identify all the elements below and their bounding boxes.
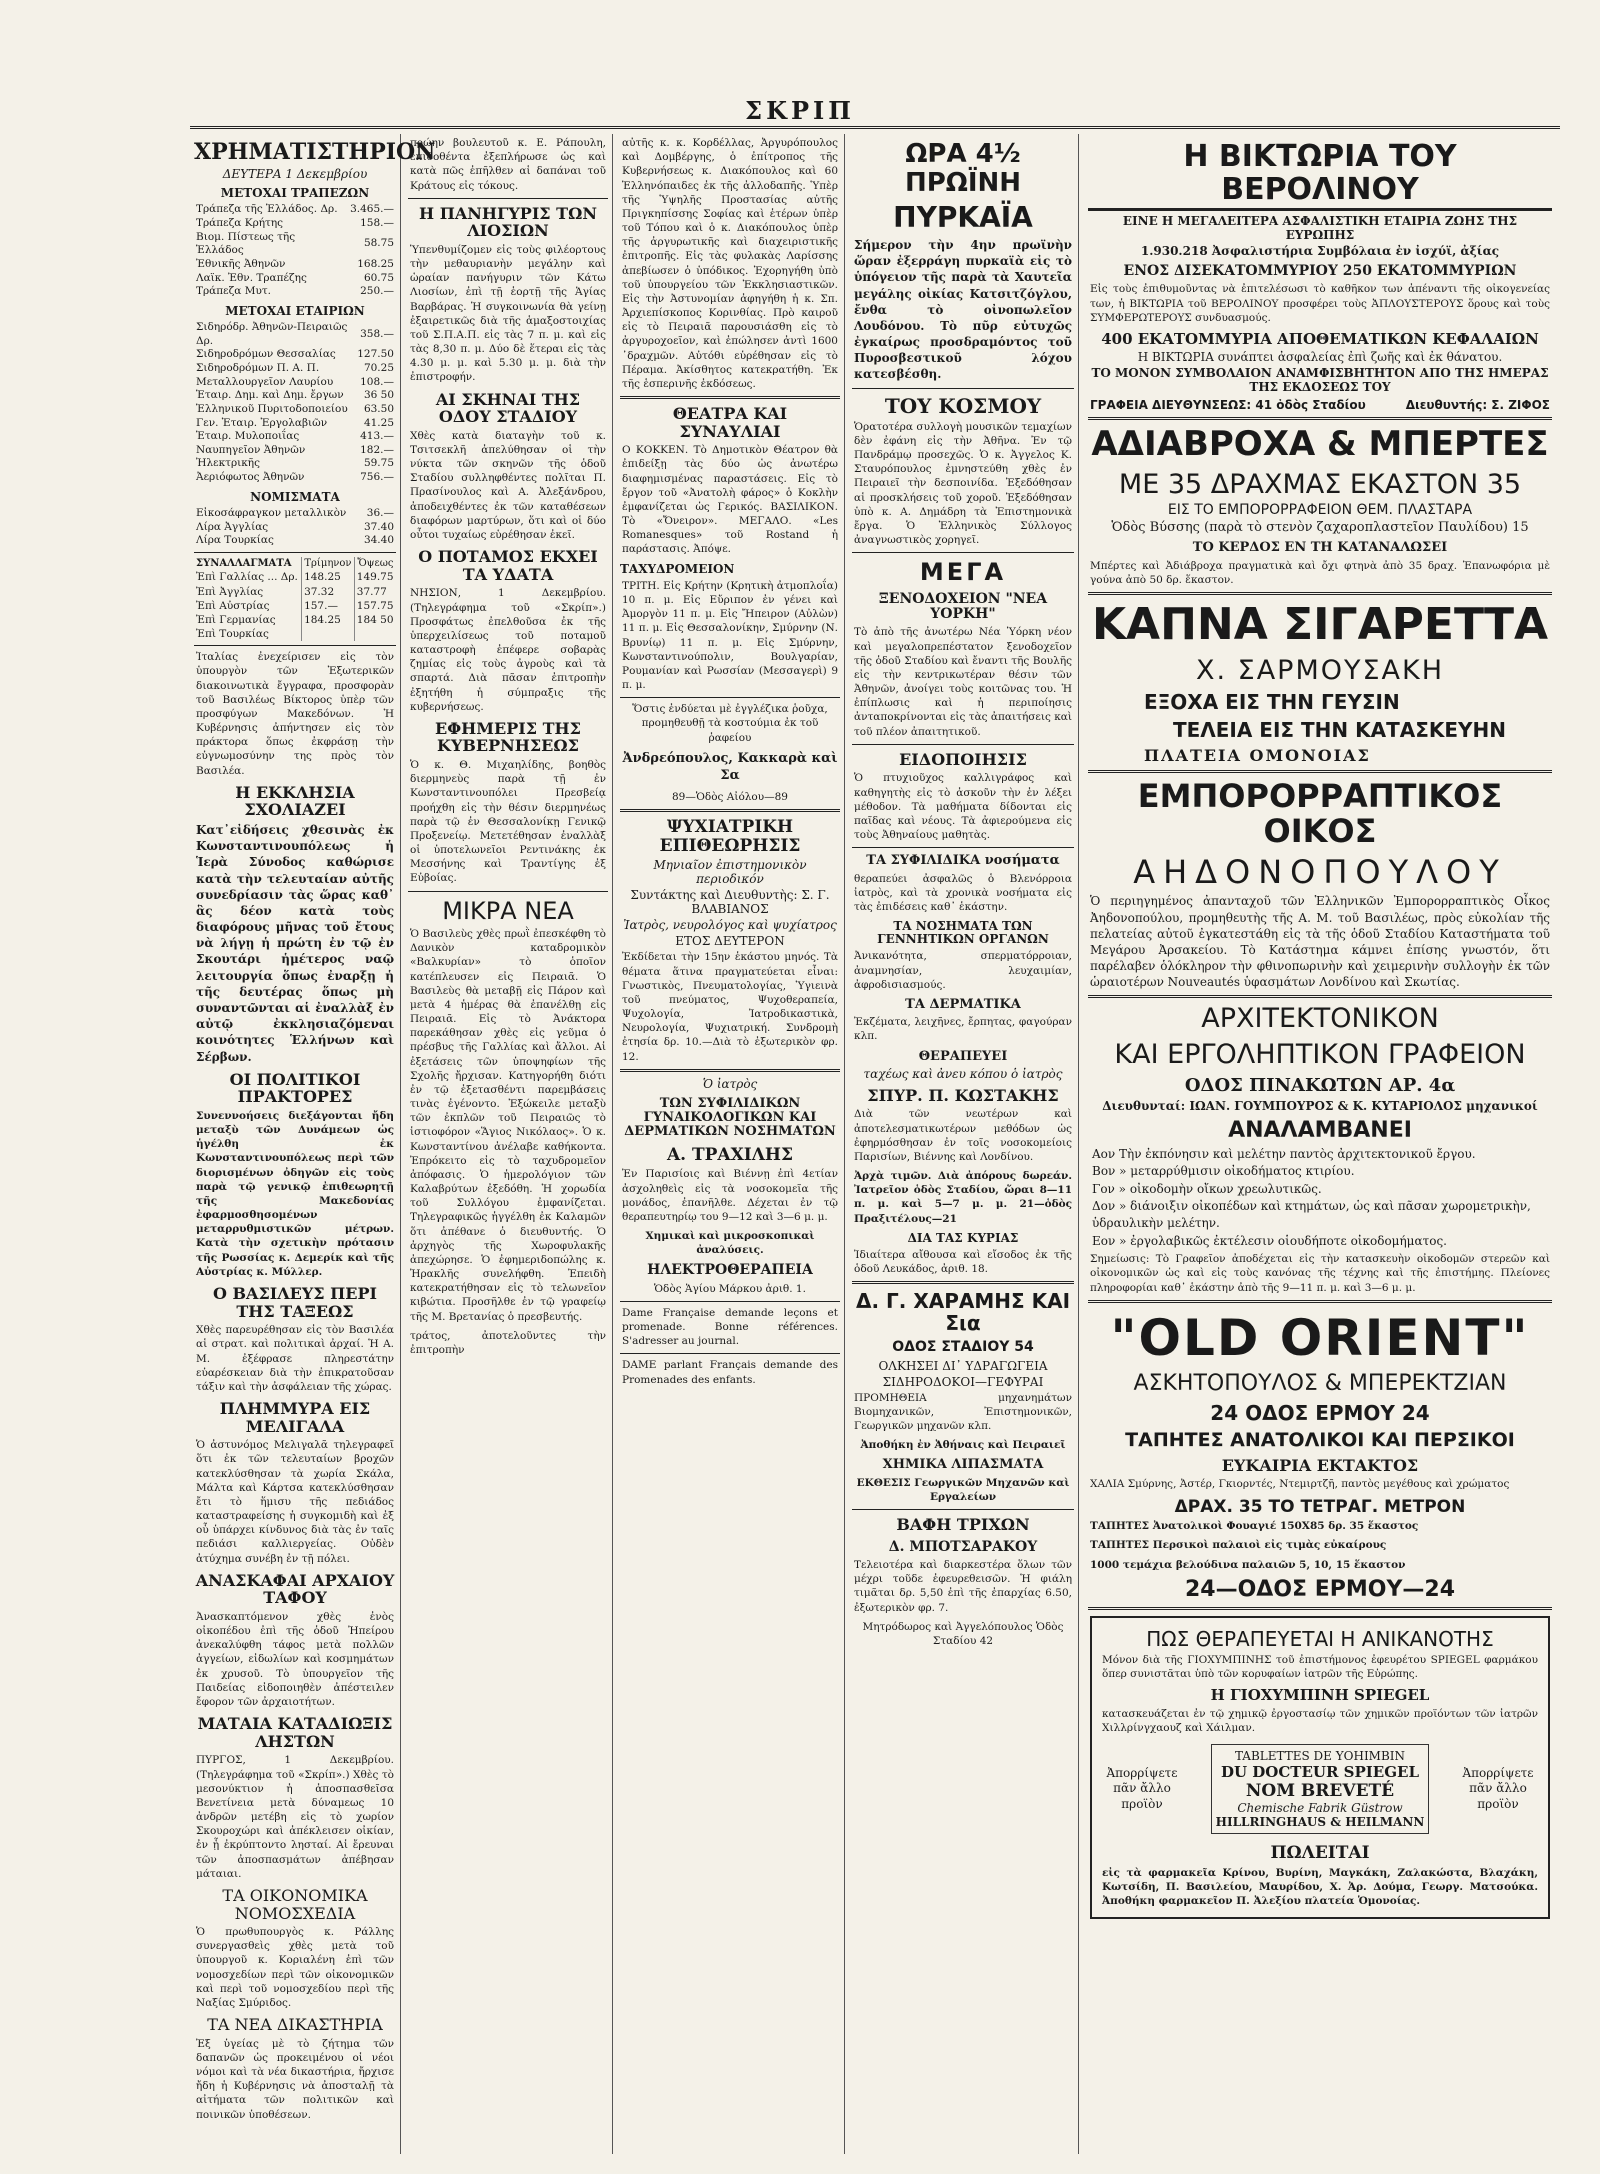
- ad-note: Σημείωσις: Τὸ Γραφεῖον ἀποδέχεται εἰς τὴν κατασκευὴν οἰκοδομῶν στερεῶν καὶ οἰκονομικῶν ὡς καὶ εἰς τοὺς κανόνας τῆς τέχνης καὶ τῆς ἐπιστήμης. Πλείονες πληροφορίαι καθ᾽ ἑκάστην ἀπὸ τῆς 9—11 π. μ. καὶ 3—6 μ. μ.: [1090, 1253, 1550, 1294]
- ad-title: ΕΜΠΟΡΟΡΡΑΠΤΙΚΟΣ ΟΙΚΟΣ: [1137, 776, 1503, 850]
- article-title: ΕΦΗΜΕΡΙΣ ΤΗΣ ΚΥΒΕΡΝΗΣΕΩΣ: [435, 718, 581, 756]
- article-text: πρώην βουλευτοῦ κ. Ε. Ράπουλη, ἐπιδοθέντα ἐξεπλήρωσε ὡς καὶ κατὰ πῶς ἐπῆλθεν αἱ δαπάναι τοῦ Κράτους εἰς τόκους.: [410, 137, 606, 192]
- ad-address: ΟΔΟΣ ΣΤΑΔΙΟΥ 54: [892, 1339, 1034, 1356]
- divider: [1088, 770, 1552, 773]
- ad-big: ΜΕΓΑ: [919, 558, 1007, 587]
- article-text: Ἀνασκαπτόμενον χθὲς ἐνὸς οἰκοπέδου ἐπὶ τῆς ὁδοῦ Ἠπείρου ἀνεκαλύφθη τάφος μετὰ πολλῶν ἀγγείων, εἰδωλίων καὶ κοσμημάτων ἐκ χρυσοῦ. Τὸ ὑπουργεῖον τῆς Παιδείας εἰδοποιηθὲν ἀπέστειλεν ἔφορον τῶν ἀρχαιοτήτων.: [196, 1610, 394, 1708]
- row-label: Σιδηροδρόμων Π. Α. Π.: [196, 361, 320, 374]
- ad-text: ΤΑΠΗΤΕΣ Ἀνατολικοὶ Φουαγιέ 150Χ85 δρ. 35 ἕκαστος: [1090, 1520, 1419, 1533]
- article-text: Ὁ πτυχιοῦχος καλλιγράφος καὶ καθηγητὴς εἰς τὸ ἀσκοῦν τὴν ἐν λέξει μέθοδον. Τὰ μαθήματα δίδονται εἰς παῖδας καὶ νέους. Τὰ ἀφιερούμενα εἰς τοὺς Ἀθηναίους μαθητὰς.: [854, 772, 1072, 842]
- article-title: ΜΙΚΡΑ ΝΕΑ: [442, 896, 574, 925]
- ad-text: εἰς τὰ φαρμακεῖα Κρίνου, Βυρίνη, Μαγκάκη, Ζαλακώστα, Βλαχάκη, Κωτσίδη, Π. Βασιλείου, Μαυρίδου, Χ. Ἀρ. Δούμα, Γεωργ. Ματσούκα. Ἀποθήκη φαρμακεῖον Π. Ἀλεξίου πλατεία Ὁμονοίας.: [1102, 1866, 1538, 1908]
- row-label: Τράπεζα τῆς Ἑλλάδος. Δρ.: [196, 203, 338, 216]
- ad-text: Ἀποθήκη ἐν Ἀθήναις καὶ Πειραιεῖ: [860, 1439, 1066, 1452]
- ad-text: Ὁ περιηγημένος ἀπανταχοῦ τῶν Ἑλληνικῶν Ἐμπορορραπτικὸς Οἶκος Ἀηδονοπούλου, προμηθευτὴς τῆς Α. Μ. τοῦ Βασιλέως, πρὸς εὐκολίαν τῆς πελατείας αὐτοῦ ἐγκατεστάθη εἰς τὰ τῆς ὁδοῦ Σταδίου Καταστήματα τοῦ Μεγάρου Ἀρσακείου. Τὸ Κατάστημα κάμνει ἐπίσης γνωστόν, ὅτι παρέλαβεν ὁλόκληρον τὴν φθινοπωρινὴν καὶ χειμερινὴν συλλογὴν ἐκ τῶν ὡραιοτέρων Nouveautés ὑφασμάτων Λονδίνου καὶ Σκωτίας.: [1090, 894, 1550, 990]
- article-text: Κατ᾽εἰδήσεις χθεσινὰς ἐκ Κωνσταντινουπόλεως ἡ Ἱερὰ Σύνοδος καθώρισε κατὰ τὴν τελευταίαν αὐτῆς συνεδρίασιν τὰς ὥρας καθ᾽ ἃς δέον κατὰ τοὺς διαφόρους μῆνας τοῦ ἔτους νὰ λήγῃ ἡ πρώτη ἐν τῷ ἐν Σκουτάρι ἡμέτερος ναῷ λειτουργία ὅπως ἐναρξῃ ἡ τῆς δευτέρας ὅπως μὴ συναντῶνται αἱ ἐναλλὰξ ἐν αὐτῷ ἐκκλησιαζόμεναι κοινότητες Ἑλλήνων καὶ Σέρβων.: [196, 822, 394, 1064]
- article-title: ΑΝΑΣΚΑΦΑΙ ΑΡΧΑΙΟΥ ΤΑΦΟΥ: [195, 1570, 395, 1608]
- row-value: [302, 627, 355, 641]
- row-label: Μεταλλουργεῖον Λαυρίου: [196, 375, 334, 388]
- ad-text: ΤΟ ΜΟΝΟΝ ΣΥΜΒΟΛΑΙΟΝ ΑΝΑΜΦΙΣΒΗΤΗΤΟΝ ΑΠΟ ΤΗΣ ΗΜΕΡΑΣ ΤΗΣ ΕΚΔΟΣΕΩΣ ΤΟΥ: [1091, 366, 1549, 395]
- table-row: [194, 585, 396, 599]
- banks-title: ΜΕΤΟΧΑΙ ΤΡΑΠΕΖΩΝ: [220, 186, 370, 201]
- ad-title: ΤΑ ΣΥΦΙΛΙΔΙΚΑ νοσήματα: [866, 853, 1060, 869]
- table-row: [194, 430, 396, 444]
- ad-title: "OLD ORIENT": [1110, 1308, 1530, 1367]
- row-value: 250.—: [360, 285, 394, 298]
- divider: [408, 198, 608, 199]
- newspaper-title: ΣΚΡΙΠ: [745, 96, 855, 125]
- article-title: ΤΑ ΝΕΑ ΔΙΚΑΣΤΗΡΙΑ: [207, 2015, 383, 2035]
- column-4: [848, 134, 1079, 2154]
- article-title: ΠΥΡΚΑΪΑ: [893, 201, 1033, 235]
- ad-intro: Ὁ ἰατρὸς: [702, 1076, 758, 1091]
- ad-occasion: ΕΥΚΑΙΡΙΑ ΕΚΤΑΚΤΟΣ: [1221, 1455, 1419, 1475]
- divider: [1088, 1300, 1552, 1303]
- ad-text: ταχέως καὶ ἀνευ κόπου ὁ ἰατρὸς: [863, 1066, 1063, 1081]
- divider: [1088, 995, 1552, 998]
- ad-motto: ΤΟ ΚΕΡΔΟΣ ΕΝ ΤΗ ΚΑΤΑΝΑΛΩΣΕΙ: [1192, 540, 1448, 556]
- list-item: Γον » οἰκοδομὴν οἴκων χρεωλυτικῶς.: [1092, 1181, 1322, 1196]
- ad-subtitle: Μηνιαῖον ἐπιστημονικὸν περιοδικόν: [653, 858, 807, 887]
- article-title: ΜΑΤΑΙΑ ΚΑΤΑΔΙΩΞΙΣ ΛΗΣΤΩΝ: [197, 1714, 393, 1751]
- ad-text: Ὅστις ἐνδύεται μὲ ἐγγλέζικα ῥοῦχα, προμηθευθῇ τὰ κοστούμια ἐκ τοῦ ῥαφείου: [632, 703, 828, 744]
- article-text: Ὁ κ. Θ. Μιχαηλίδης, βοηθὸς διερμηνεὺς παρὰ τῇ ἐν Κωνσταντινουπόλει Πρεσβείᾳ προήχθη εἰς τὴν θέσιν διερμηνέως παρὰ τῷ ἐν Θεσσαλονίκῃ Γενικῷ Προξενείῳ. Μετετέθησαν ἐναλλὰξ οἱ ὑποτελωνεῖοι Ρεντινάκης ἐκ Μεσσήνης καὶ Τραντίγης ἐξ Εὐβοίας.: [410, 759, 606, 885]
- ad-line: ΤΑΠΗΤΕΣ ΑΝΑΤΟΛΙΚΟΙ ΚΑΙ ΠΕΡΣΙΚΟΙ: [1125, 1428, 1515, 1451]
- ad-address: Ὁδὸς Βύσσης (παρὰ τὸ στενὸν ζαχαροπλαστεῖον Παυλίδου) 15: [1111, 520, 1529, 536]
- ad-text: Ἀνικανότητα, σπερματόρροιαν, ἀναμνησίαν, λευχαιμίαν, ἀφροδισιασμούς.: [854, 950, 1072, 991]
- article-title: ΩΡΑ 4½ ΠΡΩΪΝΗ: [904, 139, 1022, 198]
- row-value: 358.—: [360, 327, 394, 340]
- ad-text: Η ΒΙΚΤΩΡΙΑ συνάπτει ἀσφαλείας ἐπὶ ζωῆς καὶ ἐκ θάνατου.: [1137, 350, 1503, 365]
- ad-text: Μπέρτες καὶ Ἀδιάβροχα πραγματικὰ καὶ ὄχι φτηνὰ ἀπὸ 35 δραχ. Ἐπανωφόρια μὲ γούνα ἀπὸ 50 δρ. ἕκαστον.: [1090, 559, 1550, 586]
- ad-title: Η ΒΙΚΤΩΡΙΑ ΤΟΥ ΒΕΡΟΛΙΝΟΥ: [1088, 140, 1552, 211]
- table-row: [194, 217, 396, 231]
- article-text: Χθὲς παρευρέθησαν εἰς τὸν Βασιλέα αἱ στρατ. καὶ πολιτικαὶ ἀρχαί. Ἡ Α. Μ. ἐξέφρασε πληρεστάτην εὐαρέσκειαν διὰ τὴν ἐπικρατοῦσαν τάξιν καὶ τὴν ἀσφάλειαν τῆς χώρας.: [196, 1324, 394, 1393]
- row-label: Σιδηρόδρ. Ἀθηνῶν-Πειραιῶς Δρ.: [196, 321, 348, 347]
- ad-text: Τὸ ἀπὸ τῆς ἀνωτέρω Νέα Ὑόρκη νέον καὶ μεγαλοπρεπέστατον ξενοδοχεῖον τῆς ὁδοῦ Σταδίου καὶ ἔναντι τῆς Βουλῆς εἰς τὴν κεντρικωτέραν θέσιν τῶν Ἀθηνῶν, ἀνοίγει τοὺς κοιτῶνας του. Ἡ ἐπίπλωσις καὶ ἡ περιποίησις ἀνταποκρίνονται εἰς τὰς ἀπαιτήσεις καὶ τοῦ πλέον ἀπαιτητικοῦ.: [854, 626, 1072, 738]
- row-value: 59.75: [363, 457, 394, 470]
- ad-title: ΒΑΦΗ ΤΡΙΧΩΝ: [896, 1515, 1030, 1535]
- ad-address: Μητρόδωρος καὶ Ἀγγελόπουλος Ὁδὸς Σταδίου 42: [862, 1620, 1064, 1647]
- ad-brand: Δ. ΜΠΟΤΣΑΡΑΚΟΥ: [888, 1538, 1038, 1555]
- article-text: ΠΥΡΓΟΣ, 1 Δεκεμβρίου. (Τηλεγράφημα τοῦ «Σκρίπ».) Χθὲς τὸ μεσονύκτιον ἡ ἀποσπασθεῖσα Βενετίνεια μετὰ δύναμεως 10 ἀνδρῶν μετέβη εἰς τὸ χωρίον Σκουροχώρι καὶ ἀπέκλεισεν οἰκίαν, ἐν ᾗ ἐκρύπτοντο λησταί. Αἱ ἔρευναι τῶν ἀποσπασμάτων ἀπέβησαν μάταιαι.: [196, 1754, 394, 1880]
- classified: Dame Française demande leçons et promenade. Bonne références. S'adresser au journal.: [622, 1306, 838, 1348]
- row-label: Λαϊκ. Ἐθν. Τραπέζης: [196, 271, 307, 284]
- row-label: Ἐπὶ Γερμανίας: [196, 613, 276, 626]
- row-label: Ἐπὶ Τουρκίας: [196, 628, 269, 641]
- table-row: [194, 348, 396, 362]
- ad-title: ΑΔΙΑΒΡΟΧΑ & ΜΠΕΡΤΕΣ: [1091, 424, 1549, 465]
- table-row: [194, 471, 396, 485]
- ad-text: Ἰδιαίτερα αἴθουσα καὶ εἴσοδος ἐκ τῆς ὁδοῦ Λευκάδος, ἀριθ. 18.: [854, 1249, 1072, 1276]
- table-row: [194, 444, 396, 458]
- article-text: Ὁ ἀστυνόμος Μελιγαλᾶ τηλεγραφεῖ ὅτι ἐκ τῶν τελευταίων βροχῶν κατεκλύσθησαν τὰ χωρία Σκάλα, Μάλτα καὶ Κάρτσα κατεκλύσθησαν ἔτι τὸ ἥμισυ τῆς πεδιάδος καταστραφείσης ἡ συγκομιδὴ καὶ ἐξ οὗ ὑπάρχει κίνδυνος διὰ τὰς ἐν ταῖς πεδιάσι καλλιεργείας. Οὐδὲν ἀτύχημα συνέβη ἐν τῇ πόλει.: [196, 1439, 394, 1565]
- table-row: [194, 613, 396, 627]
- ad-text: ΕΚΘΕΣΙΣ Γεωργικῶν Μηχανῶν καὶ Εργαλείων: [856, 1476, 1070, 1503]
- article-title: ΟΙ ΠΟΛΙΤΙΚΟΙ ΠΡΑΚΤΟΡΕΣ: [229, 1069, 361, 1107]
- list-item: Εον » ἐργολαβικῶς ἐκτέλεσιν οἱουδήποτε οἰκοδομήματος.: [1092, 1233, 1447, 1248]
- ad-text: ΠΡΟΜΗΘΕΙΑ μηχανημάτων Βιομηχανικῶν, Ἐπιστημονικῶν, Γεωργικῶν μηχανῶν κλπ.: [854, 1391, 1072, 1433]
- row-label: Τράπεζα Μυτ.: [196, 285, 272, 298]
- divider: [852, 552, 1074, 553]
- ad-text: κατασκευάζεται ἐν τῷ χημικῷ ἐργοστασίῳ τῶν χημικῶν προϊόντων τῶν ἰατρῶν Χιλλρίνγχαουζ καὶ Χάιλμαν.: [1102, 1707, 1538, 1734]
- row-value: 70.25: [363, 361, 394, 374]
- ad-brand: Χ. ΣΑΡΜΟΥΣΑΚΗ: [1195, 654, 1445, 686]
- list-item: Δον » διάνοιξιν οἰκοπέδων καὶ κτημάτων, ὡς καὶ πᾶσαν χωρομετρικὴν, ὑδραυλικὴν μελέτην.: [1092, 1199, 1531, 1231]
- ad-text: Ἐν Παρισίοις καὶ Βιέννῃ ἐπὶ 4ετίαν ἀσχοληθεὶς εἰς τὰ νοσοκομεῖα τῆς μονάδος, ἐπανῆλθε. Δέχεται ἐν τῷ θεραπευτηρίῳ του 9—12 καὶ 3—6 μ. μ.: [622, 1168, 838, 1223]
- ad-brand: ΑΗΔΟΝΟΠΟΥΛΟΥ: [1133, 853, 1507, 892]
- table-row: [194, 376, 396, 390]
- ad-title: ΠΩΣ ΘΕΡΑΠΕΥΕΤΑΙ Η ΑΝΙΚΑΝΟΤΗΣ: [1146, 1626, 1494, 1651]
- article-text: ΝΗΣΙΟΝ, 1 Δεκεμβρίου. (Τηλεγράφημα τοῦ «Σκρίπ».) Προσφάτως ἐπελθοῦσα ἐκ τῆς ὑπερχειλίσεως τοῦ ποταμοῦ καταστροφὴ ἐπέφερε σοβαρὰς ζημίας εἰς τοὺς ἀγροὺς καὶ τὰ σπαρτά. Διὰ πᾶσαν ἐπιτροπὴν ἐξητήθη ἡ σύμπραξις τῆς κυβερνήσεως.: [410, 587, 606, 713]
- article-text: τράτος, ἀποτελοῦντες τὴν ἐπιτροπὴν: [410, 1329, 606, 1356]
- rates-title: ΣΥΝΑΛΛΑΓΜΑΤΑ: [196, 557, 292, 569]
- table-row: [194, 403, 396, 417]
- article-text: Ο ΚΟΚΚΕΝ. Τὸ Δημοτικὸν Θέατρον θὰ ἐπιδείξῃ τὰς δύο ὡς ἀνωτέρω διαφημισμένας παραστάσεις. Εἰς τὸ ἔργον τοῦ «Ἀνατολὴ φάρος» ὁ Κοκλὴν ἐμφανίζεται ὡς Γερικός. ΒΑΣΙΛΙΚΟΝ. Τὸ «Ὄνειρον». ΜΕΓΑΛΟ. «Les Romanesques» τοῦ Rostand ἡ παράστασις. Ἀπόψε.: [622, 444, 838, 556]
- exchange-title: ΧΡΗΜΑΤΙΣΤΗΡΙΟΝ: [194, 139, 436, 165]
- label-line: Chemische Fabrik Güstrow: [1237, 1801, 1403, 1816]
- row-label: Ἑταιρ. Δημ. καὶ Δημ. ἔργων: [196, 389, 344, 402]
- coins-title: ΝΟΜΙΣΜΑΤΑ: [250, 489, 340, 504]
- ad-title: ΧΗΜΙΚΑ ΛΙΠΑΣΜΑΤΑ: [882, 1457, 1044, 1473]
- row-label: Γεν. Ἑταιρ. Ἐργολαβιῶν: [196, 416, 328, 429]
- row-value: 36 50: [363, 389, 394, 402]
- companies-title: ΜΕΤΟΧΑΙ ΕΤΑΙΡΙΩΝ: [225, 303, 365, 318]
- ad-text: Ἐκδίδεται τὴν 15ην ἑκάστου μηνός. Τὰ θέματα ἅτινα πραγματεύεται εἶναι: Γνωστικὸς, Πνευματολογίας, Ὑγιεινὰ τοῦ πνεύματος, Ψυχοθεραπεία, Ψυχολογία, Ἰατροδικαστικὰ, Νευρολογία, Ψυχιατρική. Συνδρομὴ ἐτησία δρ. 10.—Διὰ τὸ ἐξωτερικὸν φρ. 12.: [622, 951, 838, 1063]
- rates-header-a: Τρίμηνον: [302, 557, 355, 571]
- row-value: 148.25: [302, 570, 355, 584]
- ad-address: 24 ΟΔΟΣ ΕΡΜΟΥ 24: [1210, 1400, 1430, 1425]
- row-label: Λίρα Ἀγγλίας: [196, 520, 269, 533]
- ad-capital: 400 ΕΚΑΤΟΜΜΥΡΙΑ ΑΠΟΘΕΜΑΤΙΚΩΝ ΚΕΦΑΛΑΙΩΝ: [1101, 329, 1539, 348]
- row-value: 3.465.—: [350, 203, 394, 216]
- article-text: Ἐξ ὑγείας μὲ τὸ ζήτημα τῶν δαπανῶν ὡς προκειμένου οἱ νέοι νόμοι καὶ τὰ νέα δικαστήρια, ἤρχισε ἤδη ἡ Κυβέρνησις νὰ ἀποσταλῇ τὰ αἰτήματα τῶν πολιτικῶν καὶ ποινικῶν ὑποθέσεων.: [196, 2037, 394, 2121]
- table-row: [194, 521, 396, 535]
- row-value: 41.25: [363, 416, 394, 429]
- ad-box: [1090, 1616, 1550, 1919]
- row-label: Ἐπὶ Γαλλίας ... Δρ.: [196, 571, 298, 584]
- ad-shop: ΕΙΣ ΤΟ ΕΜΠΟΡΟΡΡΑΦΕΙΟΝ ΘΕΜ. ΠΛΑΣΤΑΡΑ: [1167, 502, 1473, 519]
- ad-brand: ΑΣΚΗΤΟΠΟΥΛΟΣ & ΜΠΕΡΕΚΤΖΙΑΝ: [1133, 1370, 1507, 1396]
- row-value: 157.—: [302, 599, 355, 613]
- ad-address: 24—ΟΔΟΣ ΕΡΜΟΥ—24: [1184, 1576, 1456, 1602]
- ad-title: ΔΙΑ ΤΑΣ ΚΥΡΙΑΣ: [907, 1230, 1019, 1245]
- table-row: [194, 389, 396, 403]
- ad-directors: Διευθυνταί: ΙΩΑΝ. ΓΟΥΜΠΟΥΡΟΣ & Κ. ΚΥΤΑΡΙΟΛΟΣ μηχανικοί: [1102, 1098, 1538, 1113]
- exchange-date: ΔΕΥΤΕΡΑ 1 Δεκεμβρίου: [222, 167, 368, 182]
- divider: [852, 744, 1074, 745]
- ad-line: ΕΞΟΧΑ ΕΙΣ ΤΗΝ ΓΕΥΣΙΝ: [1144, 690, 1400, 715]
- ad-address: ΟΔΟΣ ΠΙΝΑΚΩΤΩΝ ΑΡ. 4α: [1184, 1074, 1456, 1096]
- row-value: 60.75: [363, 271, 394, 284]
- ad-text: 1.930.218 Ἀσφαλιστήρια Συμβόλαια ἐν ἰσχύϊ, ἀξίας: [1140, 244, 1500, 258]
- ad-text: ΤΑΠΗΤΕΣ Περσικοὶ παλαιοὶ εἰς τιμὰς εὐκαίρους: [1090, 1539, 1387, 1552]
- divider: [1088, 1607, 1552, 1610]
- column-2: [404, 134, 613, 2154]
- article-text: Ὑπενθυμίζομεν εἰς τοὺς φιλέορτους τὴν μεθαυριανὴν μεγάλην καὶ ὡραίαν πανήγυριν τῶν Κάτω Λιοσίων, ἐπὶ τῇ ἑορτῇ τῆς Ἁγίας Βαρβάρας. Ἡ συγκοινωνία θὰ γείνῃ ἐξαιρετικῶς διὰ τῆς ἁμαξοστοιχίας τοῦ Σ.Π.Α.Π. εἰς τὰς 7 π. μ. καὶ εἰς τὰς 8,30 π. μ. Δύο δὲ ἕτεραι εἰς τὰς 4.30 μ. μ. καὶ 5.30 μ. μ. διὰ τὴν ἐπιστροφήν.: [410, 243, 606, 384]
- row-value: 756.—: [360, 471, 394, 484]
- table-row: [194, 362, 396, 376]
- article-text: Ὁ πρωθυπουργὸς κ. Ράλλης συνεργασθεὶς χθὲς μετὰ τοῦ ὑπουργοῦ κ. Κοριαλένη ἐπὶ τῶν νομοσχεδίων περὶ τῶν οἰκονομικῶν καὶ περὶ τοῦ νομοσχεδίου περὶ τῆς Ναξίας Σμύριδος.: [196, 1926, 394, 2009]
- ad-brand: Δ. Γ. ΧΑΡΑΜΗΣ ΚΑΙ Σια: [855, 1289, 1071, 1336]
- row-value: 413.—: [360, 430, 394, 443]
- ad-title: ΨΥΧΙΑΤΡΙΚΗ ΕΠΙΘΕΩΡΗΣΙΣ: [659, 817, 801, 856]
- ad-subtitle: ΕΙΝΕ Η ΜΕΓΑΛΕΙΤΕΡΑ ΑΣΦΑΛΙΣΤΙΚΗ ΕΤΑΙΡΙΑ ΖΩΗΣ ΤΗΣ ΕΥΡΩΠΗΣ: [1122, 214, 1518, 242]
- product-label: [1211, 1744, 1430, 1834]
- banks-table: [194, 203, 396, 298]
- ad-product-row: [1102, 1740, 1538, 1838]
- row-label: Λίρα Τουρκίας: [196, 534, 274, 547]
- article-title: ΠΛΗΜΜΥΡΑ ΕΙΣ ΜΕΛΙΓΑΛΑ: [219, 1399, 371, 1436]
- ad-text: ΧΑΛΙΑ Σμύρνης, Ἀστέρ, Γκιορντές, Ντεμιρτζῆ, παντὸς μεγέθους καὶ χρώματος: [1090, 1478, 1510, 1491]
- ad-title: ΞΕΝΟΔΟΧΕΙΟΝ "ΝΕΑ ΥΟΡΚΗ": [878, 590, 1048, 622]
- article-title: ΑΙ ΣΚΗΝΑΙ ΤΗΣ ΟΔΟΥ ΣΤΑΔΙΟΥ: [435, 389, 581, 427]
- ad-text: Εἰς τοὺς ἐπιθυμοῦντας νὰ ἐπιτελέσωσι τὸ καθῆκον των ἀπέναντι τῆς οἰκογενείας των, ἡ ΒΙΚΤΩΡΙΑ τοῦ ΒΕΡΟΛΙΝΟΥ προσφέρει τοὺς ἈΠΛΟΥΣΤΕΡΟΥΣ ὅρους καὶ τοὺς ΣΥΜΦΕΡΩΤΕΡΟΥΣ συνδυασμούς.: [1090, 283, 1550, 324]
- divider: [620, 1069, 840, 1072]
- article-title: ΘΕΑΤΡΑ ΚΑΙ ΣΥΝΑΥΛΙΑΙ: [672, 404, 788, 441]
- masthead: [0, 0, 1600, 125]
- divider: [194, 645, 396, 646]
- row-value: 168.25: [357, 257, 394, 270]
- side-note-right: Ἀπορρίψετε πᾶν ἄλλο προϊὸν: [1462, 1765, 1534, 1811]
- row-label: Ἑλληνικοῦ Πυριτοδοποιείου: [196, 402, 348, 415]
- table-row: [194, 570, 396, 584]
- rates-header-b: Ὄψεως: [354, 557, 396, 571]
- row-label: Ἐπὶ Αὐστρίας: [196, 599, 270, 612]
- list-item: Αον Τὴν ἐκπόνησιν καὶ μελέτην παντὸς ἀρχιτεκτονικοῦ ἔργου.: [1092, 1146, 1476, 1161]
- ad-text: Διὰ τῶν νεωτέρων καὶ ἀποτελεσματικωτέρων μεθόδων ὡς ἐφηρμόσθησαν ἐν τοῖς νοσοκομείοις Παρισίων, Βιέννης καὶ Λονδίνου.: [854, 1108, 1072, 1163]
- row-value: 58.75: [363, 237, 394, 250]
- ad-line: ΟΛΚΗΣΕΙ ΔΙ᾽ ΥΔΡΑΓΩΓΕΙΑ: [878, 1358, 1048, 1373]
- ad-text: θεραπεύει ἀσφαλῶς ὁ Βλενόρροια ἰατρὸς, καὶ τὰ χρονικὰ νοσήματα εἰς τὰς ἐπιδέσεις καθ᾽ ἑκάστην.: [854, 872, 1072, 913]
- ad-title: ΤΑ ΔΕΡΜΑΤΙΚΑ: [905, 996, 1021, 1012]
- ad-footer: [1090, 398, 1550, 412]
- row-label: Βιομ. Πίστεως τῆς Ἑλλάδος: [196, 230, 296, 257]
- table-row: [194, 627, 396, 641]
- row-label: Ἠλεκτρικῆς: [196, 457, 260, 470]
- article-title: ΤΑ ΟΙΚΟΝΟΜΙΚΑ ΝΟΜΟΣΧΕΔΙΑ: [222, 1885, 368, 1923]
- article-text: Ἰταλίας ἐνεχείρισεν εἰς τὸν ὑπουργὸν τῶν Ἐξωτερικῶν διακοινωτικὰ ἔγγραφα, προσφορὰν τοῦ Βασιλέως Βίκτορος ὑπὲρ τῶν προσφύγων Μακεδόνων. Ἡ Κυβέρνησις ἀπήντησεν εἰς τὸν πράκτορα ὅπως ἐκφράσῃ τὴν εὐγνωμοσύνην της πρὸς τὸν Βασιλέα.: [196, 651, 394, 777]
- row-label: Τράπεζα Κρήτης: [196, 217, 284, 230]
- divider: [852, 1509, 1074, 1510]
- table-row: [194, 272, 396, 286]
- article-title: ΤΑΧΥΔΡΟΜΕΙΟΝ: [620, 561, 735, 576]
- article-title: Ο ΠΟΤΑΜΟΣ ΕΚΧΕΙ ΤΑ ΥΔΑΤΑ: [418, 547, 598, 584]
- row-label: Σιδηροδρόμων Θεσσαλίας: [196, 348, 336, 361]
- article-title: Η ΠΑΝΗΓΥΡΙΣ ΤΩΝ ΛΙΟΣΙΩΝ: [419, 203, 597, 241]
- row-value: 149.75: [354, 570, 396, 584]
- ad-services: Χημικαὶ καὶ μικροσκοπικαὶ ἀναλύσεις.: [645, 1230, 815, 1257]
- table-row: [194, 231, 396, 258]
- rates-table: [194, 557, 396, 641]
- label-line: DU DOCTEUR SPIEGEL: [1220, 1763, 1420, 1782]
- column-1: [190, 134, 436, 2154]
- ad-specialty: ΤΩΝ ΣΥΦΙΛΙΔΙΚΩΝ ΓΥΝΑΙΚΟΛΟΓΙΚΩΝ ΚΑΙ ΔΕΡΜΑΤΙΚΩΝ ΝΟΣΗΜΑΤΩΝ: [624, 1095, 836, 1140]
- ad-sold: ΠΩΛΕΙΤΑΙ: [1270, 1843, 1370, 1864]
- ad-doctor-name: Α. ΤΡΑΧΙΛΗΣ: [666, 1144, 794, 1165]
- row-value: [354, 627, 396, 641]
- ad-title: ΚΑΠΝΑ ΣΙΓΑΡΕΤΤΑ: [1091, 599, 1549, 651]
- article-text: Συνεννοήσεις διεξάγονται ἤδη μεταξὺ τῶν Δυνάμεων ὡς ἡγέλθη ἐκ Κωνσταντινουπόλεως περὶ τῶν διορισμένων ὀδηγῶν εἰς τοὺς παρὰ τῷ γενικῷ ἐπιθεωρητῇ τῆς Μακεδονίας ἐφαρμοσθησομένων μεταρρυθμιστικῶν μέτρων. Κατὰ τὴν σχετικὴν πρότασιν τῆς Ρωσσίας κ. Δεμερίκ καὶ τῆς Αὐστρίας κ. Μύλλερ.: [196, 1109, 394, 1278]
- article-title: Η ΕΚΚΛΗΣΙΑ ΣΧΟΛΙΑΖΕΙ: [235, 782, 355, 820]
- ad-role: Ἰατρὸς, νευρολόγος καὶ ψυχίατρος: [623, 918, 837, 933]
- ad-text: 1000 τεμάχια βελούδινα παλαιῶν 5, 10, 15 ἕκαστον: [1090, 1558, 1406, 1571]
- ad-price: ΔΡΑΧ. 35 ΤΟ ΤΕΤΡΑΓ. ΜΕΤΡΟΝ: [1174, 1496, 1466, 1517]
- divider: [1088, 417, 1552, 420]
- column-5: [1084, 134, 1556, 2154]
- label-line: TABLETTES DE YOHIMBIN: [1234, 1749, 1406, 1764]
- article-text: Χθὲς κατὰ διαταγὴν τοῦ κ. Τσιτσεκλῆ ἀπελύθησαν οἱ τὴν νύκτα τῶν σκηνῶν τῆς ὁδοῦ Σταδίου συλληφθέντες πολῖται Π. Πρασίνουλος καὶ Α. Ἀλεξάνδρου, ἀποδειχθέντες ἐκ τῶν καταθέσεων διαφόρων μαρτύρων, ὅτι καὶ οἱ δύο οὗτοι τυχαίως εὑρέθησαν ἐκεῖ.: [410, 429, 606, 541]
- ad-doctor-name: ΣΠΥΡ. Π. ΚΩΣΤΑΚΗΣ: [867, 1085, 1059, 1105]
- article-title: ΕΙΔΟΠΟΙΗΣΙΣ: [899, 749, 1027, 769]
- ad-address: 89—Ὁδὸς Αἰόλου—89: [672, 790, 788, 803]
- ad-office: ΓΡΑΦΕΙΑ ΔΙΕΥΘΥΝΣΕΩΣ: 41 ὁδὸς Σταδίου: [1090, 398, 1366, 413]
- row-value: 158.—: [360, 217, 394, 230]
- classified: DAME parlant Français demande des Promenades des enfants.: [622, 1359, 838, 1386]
- row-value: 157.75: [354, 599, 396, 613]
- article-title: Ο ΒΑΣΙΛΕΥΣ ΠΕΡΙ ΤΗΣ ΤΑΞΕΩΣ: [213, 1284, 377, 1321]
- row-value: 184.25: [302, 613, 355, 627]
- row-label: Ναυπηγεῖον Ἀθηνῶν: [196, 443, 306, 456]
- ad-address: Ὁδὸς Ἁγίου Μάρκου ἀριθ. 1.: [654, 1282, 806, 1295]
- ad-editor: Συντάκτης καὶ Διευθυντὴς: Σ. Γ. ΒΛΑΒΙΑΝΟΣ: [630, 888, 830, 917]
- row-value: 36.—: [366, 506, 394, 519]
- table-row: [194, 258, 396, 272]
- row-value: 37.32: [302, 585, 355, 599]
- divider: [194, 552, 396, 553]
- ad-year: ΕΤΟΣ ΔΕΥΤΕΡΟΝ: [675, 934, 785, 949]
- divider: [1088, 592, 1552, 595]
- ad-price: ΜΕ 35 ΔΡΑΧΜΑΣ ΕΚΑΣΤΟΝ 35: [1118, 468, 1522, 500]
- ad-title: ΤΑ ΝΟΣΗΜΑΤΑ ΤΩΝ ΓΕΝΝΗΤΙΚΩΝ ΟΡΓΑΝΩΝ: [877, 919, 1049, 947]
- table-row: [194, 507, 396, 521]
- divider: [620, 1301, 840, 1302]
- ad-take: ΑΝΑΛΑΜΒΑΝΕΙ: [1228, 1117, 1412, 1143]
- article-text: αὐτῆς κ. κ. Κορδέλλας, Ἀργυρόπουλος καὶ Δομβέργης, ὁ ἐπίτροπος τῆς Κυβερνήσεως κ. Διακόπουλος καὶ 60 Ἑλληνόπαιδες ἐκ τῆς ἀλλοδαπῆς. Ὑπὲρ τῆς Ὑψηλῆς Προστασίας αὐτῆς Πριγκηπίσσης Σοφίας καὶ ἑτέρων ὑπὲρ τοῦ Τόπου καὶ ὁ κ. Διακόπουλος ὑπὲρ τῆς ἀργυρωτικῆς καὶ διαχειριστικῆς ἐπιτροπῆς. Εἰς τὰς φυλακὰς Λαρίσσης ἀπεβίωσεν ὁ ὑπόδικος. Ἐχορηγήθη ὑπὸ τοῦ ὑπουργείου τῶν Ἐκκλησιαστικῶν. Εἰς τὴν Ἀστυνομίαν ἀφηγήθη ἡ κ. Σπ. Ἀρχιεπίσκοπος Κορινθίας. Πρὸ καιροῦ εἰς τὸ Πειραιᾶ παρουσιάσθη εἰς τὸ ἀργυροχοεῖον, καὶ ἐπώλησεν ἀντὶ 1600 ᾽δραχμῶν. Αὐτόθι εὑρέθησαν εἰς τὸ Πέραμα. Ἀκίσθητος κατεκρατήθη. Ἐκ τῆς ἑσπερινῆς ἐκδόσεως.: [622, 137, 838, 390]
- table-row: [194, 203, 396, 217]
- row-value: 184 50: [354, 613, 396, 627]
- ad-text: Τελειοτέρα καὶ διαρκεστέρα ὅλων τῶν μέχρι τοῦδε ἐφευρεθεισῶν. Ἡ φιάλη τιμᾶται δρ. 5,50 ἐπὶ τῆς ἐπαρχίας 6.50, ἐξωτερικὸν φρ. 7.: [854, 1559, 1072, 1614]
- row-label: Εἰκοσάφραγκον μεταλλικὸν: [196, 506, 347, 519]
- table-row: [194, 457, 396, 471]
- row-value: 37.40: [363, 520, 394, 533]
- ad-director: Διευθυντής: Σ. ΖΙΦΟΣ: [1405, 398, 1550, 413]
- divider: [620, 697, 840, 698]
- masthead-rule: [190, 126, 1560, 129]
- service-list: [1092, 1146, 1548, 1250]
- ad-brand: Ἀνδρεόπουλος, Κακκαρὰ καὶ Σα: [622, 750, 838, 784]
- column-3: [616, 134, 845, 2154]
- ad-value: ΕΝΟΣ ΔΙΣΕΚΑΤΟΜΜΥΡΙΟΥ 250 ΕΚΑΤΟΜΜΥΡΙΩΝ: [1123, 263, 1517, 279]
- table-row: [194, 285, 396, 299]
- coins-table: [194, 507, 396, 548]
- list-item: Βον » μεταρρύθμισιν οἰκοδήματος κτιρίου.: [1092, 1164, 1355, 1179]
- ad-address: ΠΛΑΤΕΙΑ ΟΜΟΝΟΙΑΣ: [1144, 746, 1371, 766]
- row-value: 34.40: [363, 534, 394, 547]
- article-text: Ὁρατοτέρα συλλογὴ μουσικῶν τεμαχίων δὲν ἐφάνη εἰς τὴν Ἀθῆνα. Ἐν τῷ Πανδράμῳ προσεχῶς. Ὁ κ. Ἀγγελος Κ. Σταυρόπουλος ἐμνηστεύθη χθὲς ἐν Πειραιεῖ τὴν δεσποινίδα. Ἐξεδόθησαν αἱ προσκλήσεις τοῦ χοροῦ. Ἐξεδόθησαν ὑπὸ κ. Α. Δημάδρη τὰ Ἐπιστημονικὰ ἔργα. Ὁ Ἑλληνικὸς Σύλλογος ἀναγνωστικὸς χορηγεῖ.: [854, 420, 1072, 547]
- table-row: [194, 534, 396, 548]
- row-label: Ἑταιρ. Μυλοποιΐας: [196, 430, 300, 443]
- ad-line: ΣΙΔΗΡΟΔΟΚΟΙ—ΓΕΦΥΡΑΙ: [882, 1374, 1044, 1389]
- row-label: Ἐθνικῆς Ἀθηνῶν: [196, 257, 286, 270]
- ad-brand: Η ΓΙΟΧΥΜΠΙΝΗ SPIEGEL: [1210, 1686, 1430, 1705]
- label-line: HILLRINGHAUS & HEILMANN: [1215, 1815, 1425, 1830]
- row-value: 108.—: [360, 375, 394, 388]
- table-row: [194, 417, 396, 431]
- row-value: 127.50: [357, 348, 394, 361]
- ad-electro: ΗΛΕΚΤΡΟΘΕΡΑΠΕΙΑ: [647, 1262, 813, 1279]
- row-label: Ἐπὶ Ἀγγλίας: [196, 585, 264, 598]
- article-title: ΤΟΥ ΚΟΣΜΟΥ: [884, 393, 1042, 418]
- ad-title: ΑΡΧΙΤΕΚΤΟΝΙΚΟΝ: [1201, 1003, 1439, 1035]
- divider: [620, 809, 840, 812]
- divider: [408, 891, 608, 892]
- table-row: [194, 321, 396, 348]
- ad-title: ΚΑΙ ΕΡΓΟΛΗΠΤΙΚΟΝ ΓΡΑΦΕΙΟΝ: [1114, 1039, 1526, 1071]
- table-row: [194, 599, 396, 613]
- label-line: NOM BREVETÉ: [1245, 1781, 1395, 1802]
- ad-title: ΘΕΡΑΠΕΥΕΙ: [918, 1048, 1008, 1064]
- row-value: 37.77: [354, 585, 396, 599]
- article-text: ΤΡΙΤΗ. Εἰς Κρήτην (Κρητικὴ ἀτμοπλοΐα) 10 π. μ. Εἰς Εὔριπον ἐν γένει καὶ Ἀμοργὸν 11 π. μ. Εἰς Ἤπειρον (Αὐλὼν) 11 π. μ. Εἰς Θεσσαλονίκην, Σμύρνην (Ν. Βρυνίῳ) 11 π. μ. Εἰς Σμύρνην, Κωνσταντινούπολιν, Βουλγαρίαν, Ρουμανίαν καὶ Ρωσσίαν (Μεσσαγερὶ) 9 π. μ.: [622, 579, 838, 692]
- row-value: 63.50: [363, 402, 394, 415]
- row-value: 182.—: [360, 443, 394, 456]
- ad-text: Μόνον διὰ τῆς ΓΙΟΧΥΜΠΙΝΗΣ τοῦ ἐπιστήμονος ἐφευρέτου SPIEGEL φαρμάκου ὅπερ συνιστᾶται ὑπὸ τῶν κορυφαίων ἰατρῶν τῆς Εὐρώπης.: [1102, 1653, 1538, 1681]
- side-note-left: Ἀπορρίψετε πᾶν ἄλλο προϊὸν: [1106, 1765, 1178, 1811]
- divider: [620, 1353, 840, 1354]
- divider: [852, 1281, 1074, 1284]
- companies-table: [194, 321, 396, 485]
- divider: [852, 847, 1074, 848]
- article-text: Ὁ Βασιλεὺς χθὲς πρωῒ ἐπεσκέφθη τὸ Δανικὸν καταδρομικὸν «Βαλκυρίαν» τὸ ὁποῖον κατέπλευσεν εἰς Πειραιᾶ. Ὁ Βασιλεὺς θὰ μεταβῇ εἰς Πάρον καὶ μετὰ 4 ἡμέρας θὰ ἐπανέλθῃ εἰς Πειραιᾶ. Εἰς τὸ Ἀνάκτορα παρεκάθησαν χθὲς εἰς γεῦμα ὁ πρέσβυς τῆς Γαλλίας καὶ ἄλλοι. Αἱ ἐξετάσεις τῶν ὑποψηφίων τῆς Σχολῆς ἤρχισαν. Κατηγορήθη διότι ἐν τῷ ἐξετασθέντι παρεμβάσεις τινὰς ἐγένοντο. Ἐξώκειλε μεταξὺ τῶν ἐκπλῶν τοῦ Πειραιῶς τὸ ἱστιοφόρον «Ἅγιος Νικόλαος». Ὁ κ. Κωνσταντίνου ἀνέλαβε καθήκοντα. Ἐπρόκειτο εἰς τὸ ταχυδρομεῖον ἀπόφασις. Ὁ ἡμερολόγιον τῶν Καλαβρύτων ἐξεδόθη. Ἡ χορωδία τοῦ Συλλόγου ἐμφανίζεται. Τηλεγραφικῶς ἡγγέλθη ἐκ Καλαμῶν ὅτι ἀπέθανε ὁ διευθυντής. Ὁ ἀρχηγὸς τῆς Χωροφυλακῆς ἀπεχώρησε. Ὁ ἐφημεριδοπώλης κ. Ἠρακλῆς συνελήφθη. Ἐπειδὴ κατεκρατήθησαν εἰς τὸ τελωνεῖον κιβώτια. Προσῆλθε ἐν τῷ γραφείῳ τῆς Μ. Βρετανίας ὁ πρεσβευτής.: [410, 928, 606, 1323]
- divider: [852, 388, 1074, 389]
- article-text: Σήμερον τὴν 4ην πρωϊνὴν ὥραν ἐξερράγη πυρκαϊὰ εἰς τὸ ὑπόγειον τῆς παρὰ τὰ Χαυτεῖα μεγάλης οἰκίας Κατσιτζόγλου, ἔνθα τὸ οἰνοπωλεῖον Λουδόνου. Τὸ πῦρ εὐτυχῶς ἐγκαίρως προσδραμόντος τοῦ Πυροσβεστικοῦ λόχου κατεσβέσθη.: [854, 237, 1072, 382]
- divider: [620, 396, 840, 399]
- ad-line: ΤΕΛΕΙΑ ΕΙΣ ΤΗΝ ΚΑΤΑΣΚΕΥΗΝ: [1172, 718, 1506, 743]
- ad-text: Ἐκζέματα, λειχῆνες, ἔρπητας, φαγούραν κλπ.: [854, 1016, 1072, 1043]
- row-label: Ἀεριόφωτος Ἀθηνῶν: [196, 471, 305, 484]
- ad-text: Ἀρχὰ τιμῶν. Διὰ ἀπόρους δωρεάν. Ἰατρεῖον ὁδὸς Σταδίου, ὥραι 8—11 π. μ. καὶ 5—7 μ. μ. 21—ὁδὸς Πραξιτέλους—21: [854, 1170, 1072, 1225]
